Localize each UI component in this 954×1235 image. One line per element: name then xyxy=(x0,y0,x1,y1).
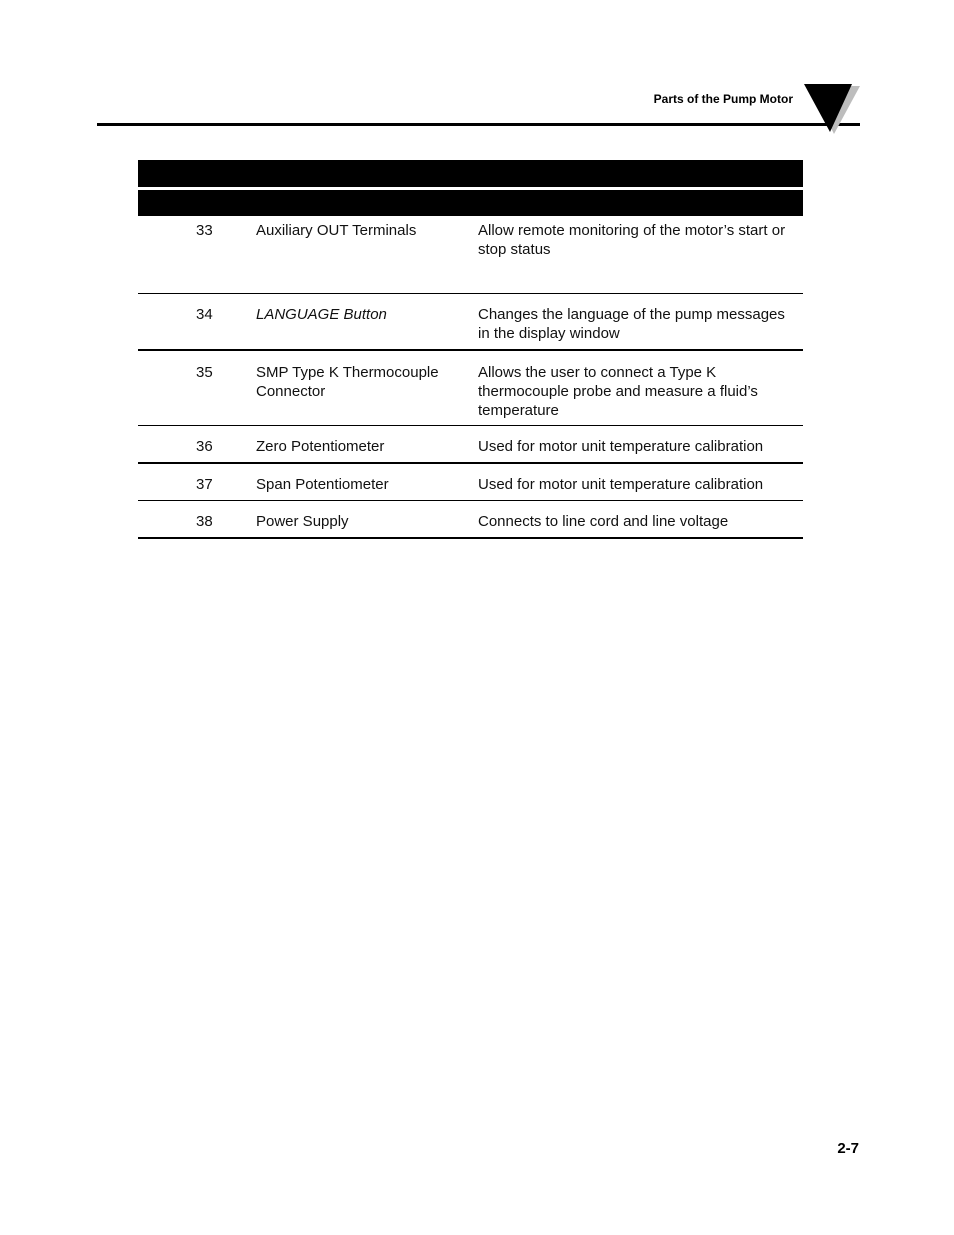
part-number: 35 xyxy=(196,364,213,381)
part-description: Used for motor unit temperature calibration xyxy=(478,438,764,455)
page-number: 2-7 xyxy=(837,1140,859,1157)
part-number: 36 xyxy=(196,438,213,455)
part-name: Zero Potentiometer xyxy=(256,438,385,455)
triangle-logo-icon xyxy=(804,84,860,136)
part-description: Changes the language of the pump messages in the display window xyxy=(478,306,785,342)
table-header-bar xyxy=(138,160,803,187)
header-rule xyxy=(97,123,860,126)
table-row xyxy=(138,426,803,464)
table-row xyxy=(138,351,803,426)
part-description: Used for motor unit temperature calibration xyxy=(478,476,764,493)
section-title: Parts of the Pump Motor xyxy=(653,92,793,106)
part-description: Allows the user to connect a Type K thermocouple probe and measure a fluid’s temperature xyxy=(478,364,758,419)
part-name: Span Potentiometer xyxy=(256,476,389,493)
part-name: Power Supply xyxy=(256,513,349,530)
part-number: 38 xyxy=(196,513,213,530)
part-description: Connects to line cord and line voltage xyxy=(478,513,729,530)
part-number: 37 xyxy=(196,476,213,493)
table-row xyxy=(138,501,803,539)
part-description: Allow remote monitoring of the motor’s start or stop status xyxy=(478,222,786,258)
part-name: SMP Type K Thermocouple Connector xyxy=(256,364,439,400)
table-row xyxy=(138,294,803,351)
parts-table xyxy=(138,160,803,539)
part-name: LANGUAGE Button xyxy=(256,306,387,323)
table-row xyxy=(138,464,803,501)
part-name: Auxiliary OUT Terminals xyxy=(256,222,417,239)
part-number: 34 xyxy=(196,306,213,323)
part-number: 33 xyxy=(196,222,213,239)
table-subheader-bar xyxy=(138,190,803,216)
table-row xyxy=(138,216,803,294)
